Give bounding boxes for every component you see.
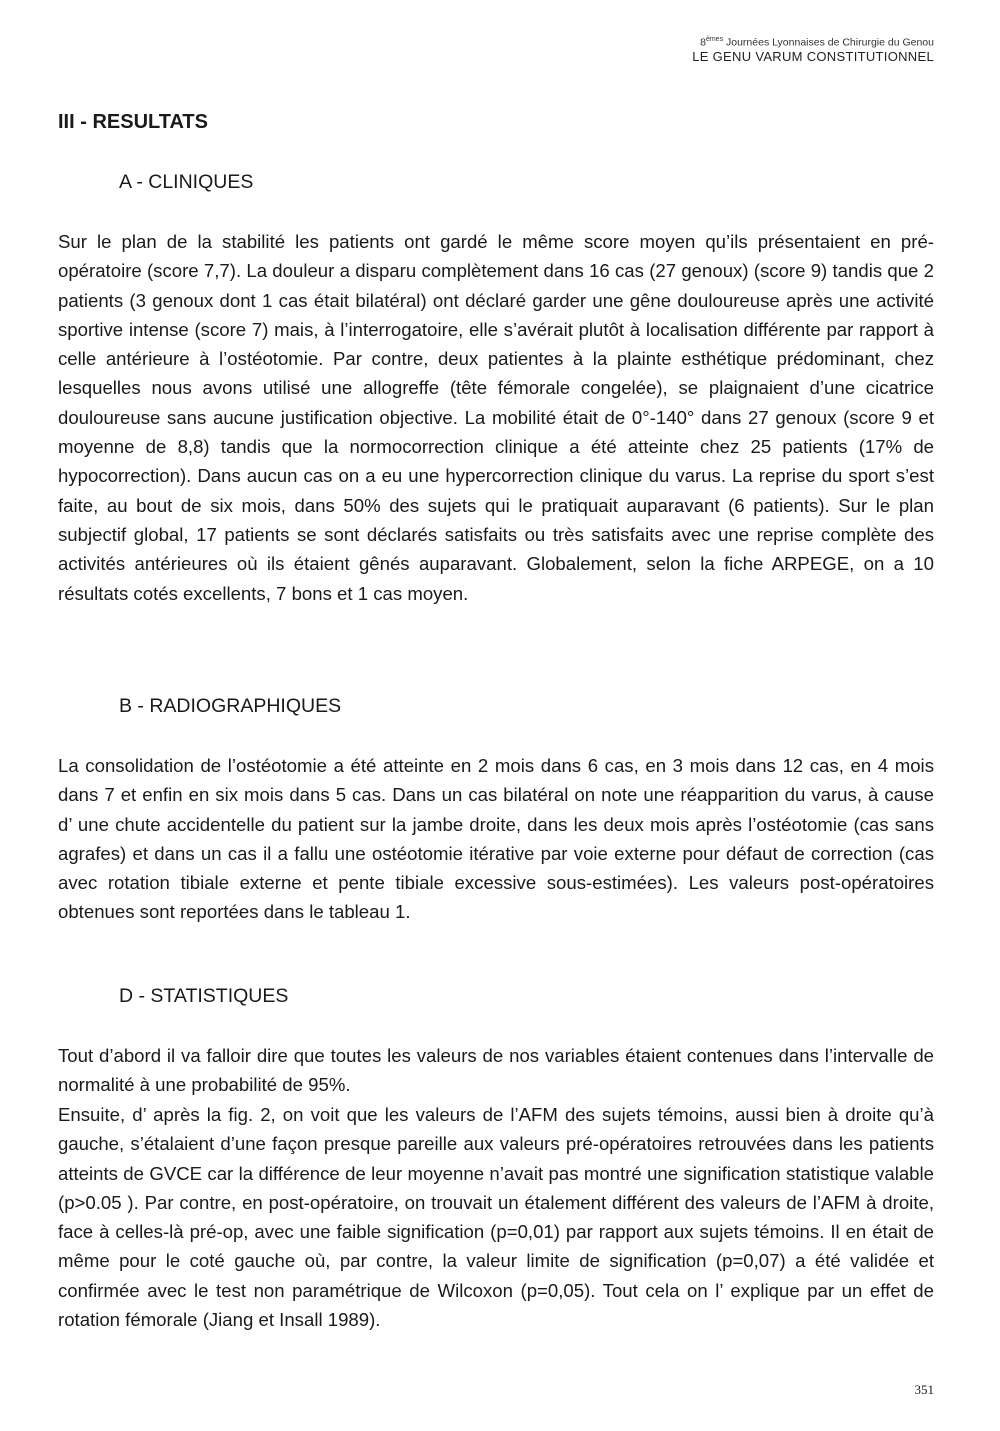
subsection-heading-cliniques: A - CLINIQUES (119, 171, 254, 193)
page-number: 351 (914, 1382, 934, 1397)
paragraph-cliniques: Sur le plan de la stabilité les patients ont gardé le même score moyen qu’ils présentaient en pré-opératoire (score 7,7). La douleur a disparu complètement dans 16 cas (27 genoux) (score 9) tandis que 2 patients (3 genoux dont 1 cas était bilatéral) ont déclaré garder une gêne douloureuse après une activité sportive intense (score 7) mais, à l’interrogatoire, elle s’avérait plutôt à localisation différente par rapport à celle antérieure à l’ostéotomie. Par contre, deux patientes à la plainte esthétique prédominant, chez lesquelles nous avons utilisé une allogreffe (tête fémorale congelée), se plaignaient d’une cicatrice douloureuse sans aucune justification objective. La mobilité était de 0°-140° dans 27 genoux (score 9 et moyenne de 8,8) tandis que la normocorrection clinique a été atteinte chez 25 patients (17% de hypocorrection). Dans aucun cas on a eu une hypercorrection clinique du varus. La reprise du sport s’est faite, au bout de six mois, dans 50% des sujets qui le pratiquait auparavant (6 patients). Sur le plan subjectif global, 17 patients se sont déclarés satisfaits ou très satisfaits avec une reprise complète des activités antérieures où ils étaient gênés auparavant. Globalement, selon la fiche ARPEGE, on a 10 résultats cotés excellents, 7 bons et 1 cas moyen. (58, 231, 934, 604)
paragraph-radiographiques: La consolidation de l’ostéotomie a été atteinte en 2 mois dans 6 cas, en 3 mois dans 12 cas, en 4 mois dans 7 et enfin en six mois dans 5 cas. Dans un cas bilatéral on note une réapparition du varus, à cause d’ une chute accidentelle du patient sur la jambe droite, dans les deux mois après l’ostéotomie (cas sans agrafes) et dans un cas il a fallu une ostéotomie itérative par voie externe pour défaut de correction (cas avec rotation tibiale externe et pente tibiale excessive sous-estimées). Les valeurs post-opératoires obtenues sont reportées dans le tableau 1. (58, 755, 934, 923)
subsection-heading-radiographiques: B - RADIOGRAPHIQUES (119, 695, 342, 717)
book-title: LE GENU VARUM CONSTITUTIONNEL (692, 49, 934, 65)
paragraph-statistiques-2: Ensuite, d’ après la fig. 2, on voit que les valeurs de l’AFM des sujets témoins, aussi bien à droite qu’à gauche, s’étalaient d’une façon presque pareille aux valeurs pré-opératoires retrouvées dans les patients atteints de GVCE car la différence de leur moyenne n’avait pas montré une signification statistique valable (p>0.05 ). Par contre, en post-opératoire, on trouvait un étalement différent des valeurs de l’AFM à droite, face à celles-là pré-op, avec une faible signification (p=0,01) par rapport aux sujets témoins. Il en était de même pour le coté gauche où, par contre, la valeur limite de signification (p=0,07) a été validée et confirmée avec le test non paramétrique de Wilcoxon (p=0,05). Tout cela on l’ explique par un effet de rotation fémorale (Jiang et Insall 1989). (58, 1104, 934, 1331)
running-head (692, 36, 934, 65)
conference-name: 8èmes Journées Lyonnaises de Chirurgie du Genou (700, 36, 934, 49)
subsection-heading-statistiques: D - STATISTIQUES (119, 985, 289, 1007)
paragraph-statistiques-1: Tout d’abord il va falloir dire que toutes les valeurs de nos variables étaient contenues dans l’intervalle de normalité à une probabilité de 95%. (58, 1045, 934, 1096)
section-title: III - RESULTATS (58, 111, 208, 133)
